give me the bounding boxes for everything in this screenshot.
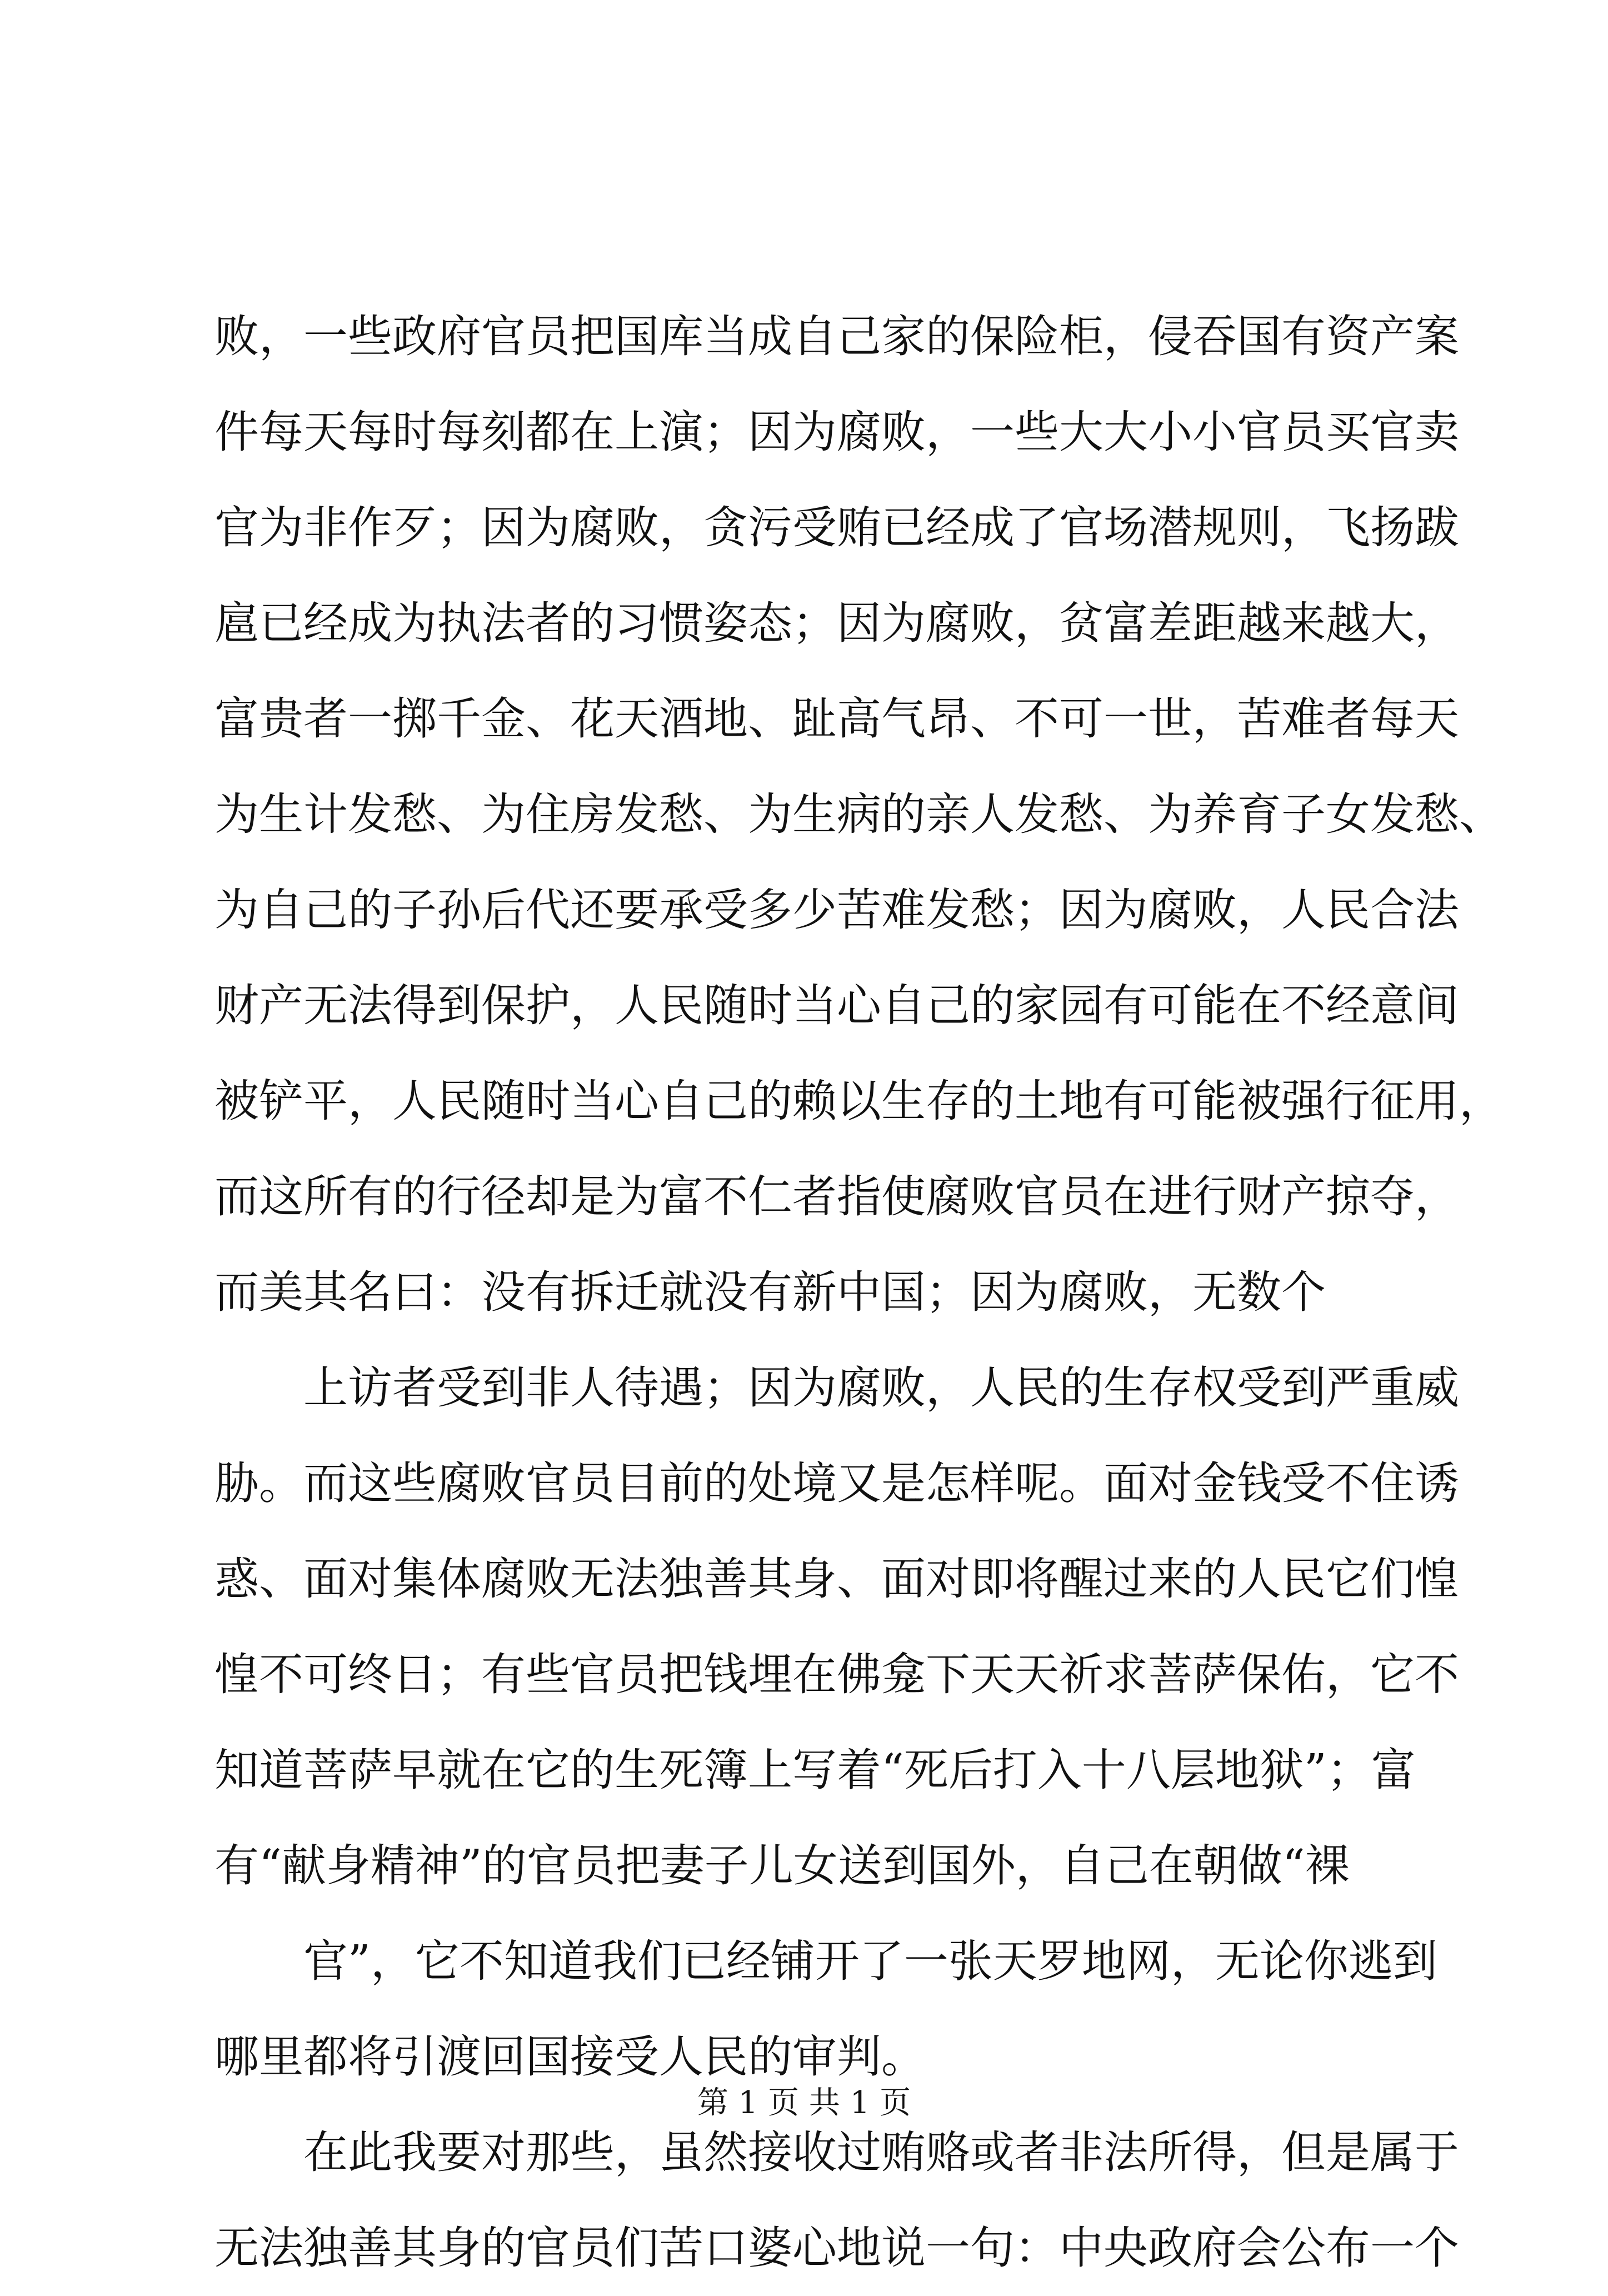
body-text: [214, 289, 1504, 2296]
text-line: 而这所有的行径却是为富不仁者指使腐败官员在进行财产掠夺，: [214, 1171, 1459, 1222]
text-line: 在此我要对那些，虽然接收过贿赂或者非法所得，但是属于: [303, 2127, 1459, 2178]
text-line: 无法独善其身的官员们苦口婆心地说一句：中央政府会公布一个: [214, 2222, 1459, 2274]
text-line: 胁。而这些腐败官员目前的处境又是怎样呢。面对金钱受不住诱: [214, 1458, 1459, 1509]
text-line: 为自己的子孙后代还要承受多少苦难发愁；因为腐败，人民合法: [214, 884, 1459, 936]
text-line: 富贵者一掷千金、花天酒地、趾高气昂、不可一世，苦难者每天: [214, 693, 1459, 745]
text-line: 官为非作歹；因为腐败，贪污受贿已经成了官场潜规则，飞扬跋: [214, 502, 1459, 553]
text-line: 惑、面对集体腐败无法独善其身、面对即将醒过来的人民它们惶: [214, 1553, 1459, 1605]
text-line: 被铲平，人民随时当心自己的赖以生存的土地有可能被强行征用，: [214, 1075, 1504, 1127]
text-line: 上访者受到非人待遇；因为腐败，人民的生存权受到严重威: [303, 1362, 1459, 1414]
page-footer: 第 1 页 共 1 页: [697, 2085, 911, 2121]
text-line: 知道菩萨早就在它的生死簿上写着“死后打入十八层地狱”；富: [214, 1744, 1416, 1796]
text-line: 财产无法得到保护，人民随时当心自己的家园有可能在不经意间: [214, 980, 1459, 1031]
text-line: 惶不可终日；有些官员把钱埋在佛龛下天天祈求菩萨保佑，它不: [214, 1649, 1459, 1700]
text-line: 败，一些政府官员把国库当成自己家的保险柜，侵吞国有资产案: [214, 311, 1459, 362]
text-line: 扈已经成为执法者的习惯姿态；因为腐败，贫富差距越来越大，: [214, 597, 1459, 649]
text-line: 件每天每时每刻都在上演；因为腐败，一些大大小小官员买官卖: [214, 406, 1459, 458]
text-line: 哪里都将引渡回国接受人民的审判。: [214, 2031, 926, 2083]
text-line: 而美其名曰：没有拆迁就没有新中国；因为腐败，无数个: [214, 1266, 1326, 1318]
text-line: 为生计发愁、为住房发愁、为生病的亲人发愁、为养育子女发愁、: [214, 788, 1504, 840]
text-line: 官”，它不知道我们已经铺开了一张天罗地网，无论你逃到: [303, 1935, 1437, 1987]
text-line: 有“献身精神”的官员把妻子儿女送到国外，自己在朝做“裸: [214, 1840, 1350, 1891]
